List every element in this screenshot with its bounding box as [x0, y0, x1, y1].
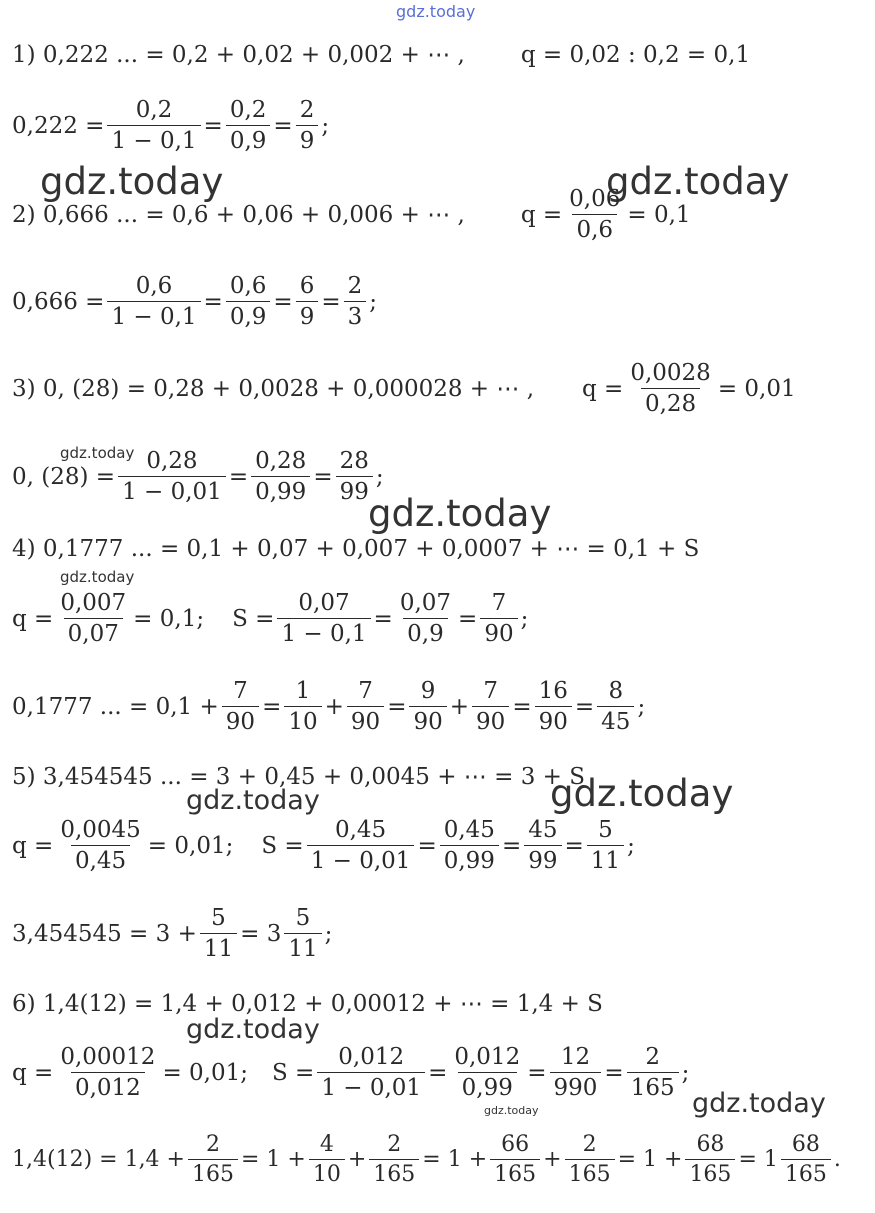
numerator: 0,28: [255, 448, 307, 474]
numerator: 0,00012: [60, 1044, 156, 1070]
numerator: 5: [295, 905, 311, 931]
fraction: [251, 448, 310, 506]
numerator: 9: [420, 678, 436, 704]
s4-series-line: [12, 536, 699, 562]
denominator: 0,99: [458, 1072, 517, 1101]
numerator: 66: [501, 1132, 530, 1157]
s5-series: 5) 3,454545 ... = 3 + 0,45 + 0,0045 + ⋯ = 3 + S: [12, 764, 585, 790]
label: 0,666 =: [12, 288, 105, 315]
denominator: 1 − 0,1: [107, 301, 200, 330]
s6-result-line: [12, 1132, 841, 1188]
numerator: 4: [319, 1132, 334, 1157]
numerator: 8: [608, 678, 624, 704]
denominator: 10: [309, 1159, 345, 1187]
numerator: 0,012: [338, 1044, 405, 1070]
numerator: 0,07: [298, 590, 350, 616]
label: 0,1777 ... = 0,1 +: [12, 693, 219, 720]
fraction: [336, 448, 373, 506]
denominator: 0,99: [251, 476, 310, 505]
fraction: [344, 273, 367, 331]
label: S =: [261, 832, 304, 859]
operator: =: [203, 288, 223, 315]
denominator: 0,45: [71, 845, 130, 874]
punct: ;: [375, 463, 384, 490]
fraction: [472, 678, 509, 736]
denominator: 0,9: [226, 125, 271, 154]
denominator: 1 − 0,1: [107, 125, 200, 154]
denominator: 90: [347, 706, 384, 735]
watermark: gdz.today: [186, 785, 320, 816]
s3-ratio-label: q =: [582, 375, 624, 402]
operator: =: [373, 605, 393, 632]
fraction: [188, 1132, 238, 1188]
numerator: 16: [538, 678, 568, 704]
denominator: 90: [480, 618, 517, 647]
denominator: 0,9: [403, 618, 448, 647]
punct: ;: [369, 288, 377, 315]
denominator: 90: [222, 706, 259, 735]
fraction: [524, 817, 561, 875]
denominator: 165: [490, 1159, 540, 1187]
s6-ratio-line: [12, 1044, 689, 1102]
fraction: [626, 360, 714, 418]
watermark: gdz.today: [186, 1014, 320, 1045]
fraction: [296, 273, 319, 331]
s2-series: 2) 0,666 ... = 0,6 + 0,06 + 0,006 + ⋯ ,: [12, 201, 465, 228]
operator: =: [428, 1059, 448, 1086]
numerator: 2: [347, 273, 363, 299]
label: q =: [12, 832, 54, 859]
numerator: 45: [528, 817, 558, 843]
numerator: 0,0028: [630, 360, 711, 386]
fraction: [535, 678, 572, 736]
punct: ;: [321, 112, 330, 139]
denominator: 10: [284, 706, 321, 735]
numerator: 68: [696, 1132, 725, 1157]
denominator: 165: [188, 1159, 238, 1187]
punct: ;: [637, 693, 646, 720]
s5-ratio-line: [12, 817, 635, 875]
operator: = 1 +: [240, 1147, 306, 1173]
operator: =: [321, 288, 341, 315]
numerator: 28: [339, 448, 369, 474]
operator: = 0,01;: [162, 1059, 248, 1086]
numerator: 0,2: [229, 97, 267, 123]
fraction: [56, 817, 144, 875]
denominator: 0,28: [641, 388, 700, 417]
watermark: gdz.today: [60, 568, 135, 586]
operator: = 0,01;: [147, 832, 234, 859]
fraction: [226, 273, 271, 331]
denominator: 0,99: [440, 845, 499, 874]
fraction: [284, 678, 321, 736]
operator: +: [543, 1147, 562, 1173]
s5-series-line: [12, 764, 585, 790]
fraction: [450, 1044, 524, 1102]
numerator: 2: [645, 1044, 660, 1070]
numerator: 0,07: [399, 590, 452, 616]
operator: +: [347, 1147, 367, 1173]
s1-series-line: [12, 42, 750, 68]
numerator: 0,28: [146, 448, 198, 474]
label: 0,222 =: [12, 112, 105, 139]
denominator: 0,9: [226, 301, 271, 330]
operator: =: [527, 1059, 547, 1086]
operator: +: [449, 693, 470, 720]
fraction: [107, 273, 200, 331]
numerator: 0,007: [60, 590, 127, 616]
denominator: 165: [565, 1159, 615, 1187]
punct: ;: [520, 605, 529, 632]
punct: .: [833, 1147, 841, 1173]
fraction: [627, 1044, 679, 1102]
denominator: 90: [535, 706, 572, 735]
fraction: [597, 678, 634, 736]
denominator: 90: [472, 706, 509, 735]
denominator: 11: [200, 933, 237, 962]
operator: =: [273, 112, 293, 139]
fraction: [550, 1044, 602, 1102]
fraction: [347, 678, 384, 736]
s1-sum-line: [12, 97, 329, 155]
numerator: 2: [582, 1132, 597, 1157]
fraction: [309, 1132, 345, 1188]
denominator: 1 − 0,1: [277, 618, 370, 647]
s3-sum-line: [12, 448, 384, 506]
numerator: 5: [211, 905, 226, 931]
numerator: 0,6: [229, 273, 267, 299]
operator: =: [313, 463, 333, 490]
fraction: [284, 905, 321, 963]
label: S =: [271, 1059, 315, 1086]
denominator: 0,6: [572, 214, 617, 243]
operator: = 0,01: [717, 375, 796, 402]
fraction: [565, 1132, 615, 1188]
fraction: [369, 1132, 419, 1188]
operator: =: [501, 832, 522, 859]
fraction: [226, 97, 271, 155]
fraction: [409, 678, 446, 736]
numerator: 5: [598, 817, 613, 843]
watermark: gdz.today: [60, 444, 135, 462]
fraction: [307, 817, 415, 875]
operator: =: [604, 1059, 624, 1086]
watermark: gdz.today: [484, 1104, 539, 1117]
numerator: 68: [791, 1132, 820, 1157]
fraction: [107, 97, 200, 155]
numerator: 1: [295, 678, 311, 704]
numerator: 0,45: [334, 817, 387, 843]
denominator: 165: [369, 1159, 419, 1187]
punct: ;: [681, 1059, 690, 1086]
operator: = 1: [738, 1147, 778, 1173]
s1-ratio: q = 0,02 : 0,2 = 0,1: [520, 42, 751, 68]
denominator: 11: [587, 845, 624, 874]
denominator: 11: [284, 933, 321, 962]
numerator: 0,6: [135, 273, 173, 299]
denominator: 3: [344, 301, 367, 330]
watermark: gdz.today: [606, 160, 790, 203]
fraction: [200, 905, 237, 963]
denominator: 90: [409, 706, 446, 735]
label: 3,454545 = 3 +: [12, 920, 197, 947]
label: q =: [12, 1059, 54, 1086]
label: q =: [12, 605, 54, 632]
numerator: 7: [358, 678, 373, 704]
operator: = 1 +: [617, 1147, 683, 1173]
denominator: 1 − 0,01: [118, 476, 226, 505]
fraction: [781, 1132, 831, 1188]
fraction: [490, 1132, 540, 1188]
denominator: 9: [296, 125, 319, 154]
operator: = 0,1;: [133, 605, 205, 632]
fraction: [56, 590, 130, 648]
operator: = 0,1: [627, 201, 691, 228]
denominator: 165: [627, 1072, 679, 1101]
fraction: [118, 448, 226, 506]
fraction: [565, 186, 624, 244]
fraction: [396, 590, 455, 648]
watermark: gdz.today: [692, 1088, 826, 1119]
operator: =: [417, 832, 437, 859]
operator: =: [228, 463, 249, 490]
denominator: 165: [781, 1159, 831, 1187]
denominator: 0,012: [71, 1072, 145, 1101]
fraction: [56, 1044, 159, 1102]
s5-result-line: [12, 905, 332, 963]
fraction: [685, 1132, 735, 1188]
s2-series-line: [12, 186, 691, 244]
denominator: 0,07: [64, 618, 123, 647]
operator: = 1 +: [422, 1147, 488, 1173]
denominator: 165: [685, 1159, 735, 1187]
s3-series-line: [12, 360, 796, 418]
operator: =: [203, 112, 223, 139]
numerator: 7: [483, 678, 498, 704]
numerator: 2: [387, 1132, 402, 1157]
operator: =: [273, 288, 293, 315]
denominator: 990: [550, 1072, 602, 1101]
punct: ;: [324, 920, 333, 947]
operator: =: [262, 693, 282, 720]
s6-series: 6) 1,4(12) = 1,4 + 0,012 + 0,00012 + ⋯ = 1,4 + S: [12, 991, 603, 1017]
numerator: 7: [491, 590, 507, 616]
s2-sum-line: [12, 273, 377, 331]
numerator: 6: [299, 273, 315, 299]
s4-series: 4) 0,1777 ... = 0,1 + 0,07 + 0,007 + 0,0007 + ⋯ = 0,1 + S: [12, 536, 700, 562]
fraction: [587, 817, 624, 875]
s1-series: 1) 0,222 ... = 0,2 + 0,02 + 0,002 + ⋯ ,: [12, 42, 465, 68]
operator: =: [387, 693, 407, 720]
denominator: 99: [524, 845, 561, 874]
label: S =: [232, 605, 275, 632]
fraction: [222, 678, 259, 736]
numerator: 2: [205, 1132, 220, 1157]
denominator: 1 − 0,01: [317, 1072, 425, 1101]
numerator: 0,0045: [60, 817, 141, 843]
watermark: gdz.today: [368, 492, 552, 535]
denominator: 9: [296, 301, 319, 330]
s6-series-line: [12, 991, 603, 1017]
label: 0, (28) =: [12, 463, 116, 490]
operator: =: [574, 693, 595, 720]
fraction: [480, 590, 517, 648]
s2-ratio-label: q =: [520, 201, 563, 228]
numerator: 0,012: [454, 1044, 521, 1070]
numerator: 2: [299, 97, 315, 123]
operator: =: [564, 832, 584, 859]
s4-result-line: [12, 678, 645, 736]
fraction: [317, 1044, 425, 1102]
numerator: 7: [233, 678, 248, 704]
denominator: 45: [597, 706, 634, 735]
watermark-top: gdz.today: [396, 2, 476, 21]
label: 1,4(12) = 1,4 +: [12, 1147, 185, 1173]
numerator: 0,2: [135, 97, 173, 123]
operator: +: [324, 693, 344, 720]
s4-ratio-line: [12, 590, 528, 648]
fraction: [277, 590, 370, 648]
punct: ;: [627, 832, 635, 859]
operator: =: [512, 693, 532, 720]
fraction: [440, 817, 499, 875]
denominator: 99: [336, 476, 373, 505]
fraction: [296, 97, 319, 155]
numerator: 0,45: [443, 817, 495, 843]
operator: = 3: [240, 920, 282, 947]
watermark: gdz.today: [550, 772, 734, 815]
denominator: 1 − 0,01: [307, 845, 415, 874]
operator: =: [458, 605, 478, 632]
numerator: 0,06: [569, 186, 621, 212]
watermark: gdz.today: [40, 160, 224, 203]
s3-series: 3) 0, (28) = 0,28 + 0,0028 + 0,000028 + ⋯ ,: [12, 375, 535, 402]
numerator: 12: [560, 1044, 591, 1070]
